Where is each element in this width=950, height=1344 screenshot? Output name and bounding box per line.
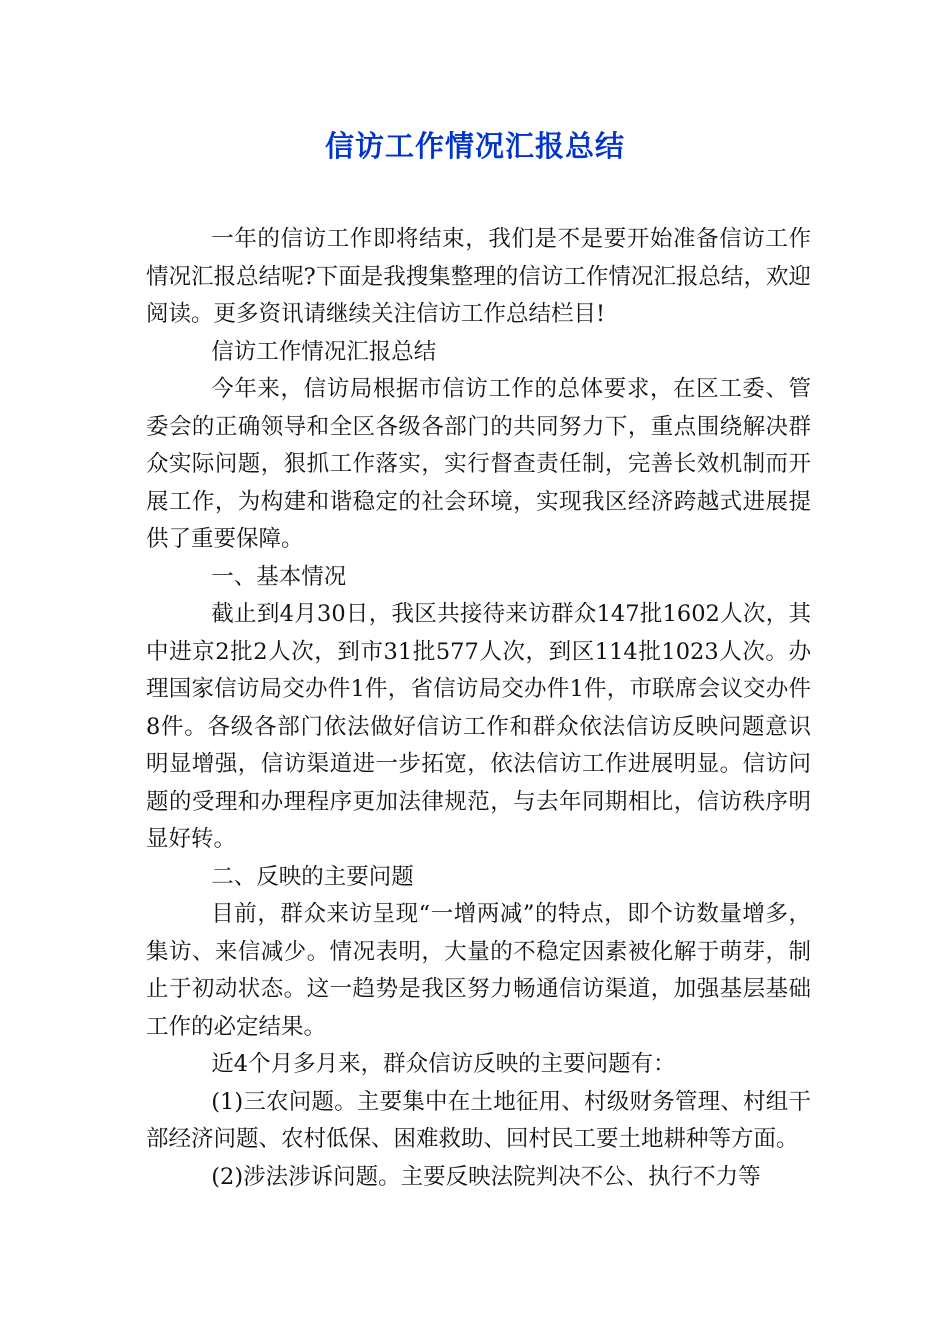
paragraph-overview: 今年来，信访局根据市信访工作的总体要求，在区工委、管委会的正确领导和全区各级各部门的共同努力下，重点围绕解决群众实际问题，狠抓工作落实，实行督查责任制，完善长效机制而开展工作，为构建和谐稳定的社会环境，实现我区经济跨越式进展提供了重要保障。 <box>146 376 811 552</box>
document-body <box>146 221 811 1196</box>
paragraph-issues-intro: 近4个月多月来，群众信访反映的主要问题有： <box>211 1051 676 1077</box>
section-heading-basic: 一、基本情况 <box>211 563 347 590</box>
paragraph-statistics: 截止到4月30日，我区共接待来访群众147批1602人次，其中进京2批2人次，到市31批577人次，到区114批1023人次。办理国家信访局交办件1件，省信访局交办件1件，市联席会议交办件8件。各级各部门依法做好信访工作和群众依法信访反映问题意识明显增强，信访渠道进一步拓宽，依法信访工作进展明显。信访问题的受理和办理程序更加法律规范，与去年同期相比，信访秩序明显好转。 <box>146 601 811 852</box>
document-title: 信访工作情况汇报总结 <box>324 129 625 163</box>
section-heading-issues: 二、反映的主要问题 <box>211 863 414 890</box>
paragraph-trend: 目前，群众来访呈现“一增两减”的特点，即个访数量增多，集访、来信减少。情况表明，大量的不稳定因素被化解于萌芽，制止于初动状态。这一趋势是我区努力畅通信访渠道，加强基层基础工作的必定结果。 <box>146 901 811 1040</box>
paragraph-intro: 一年的信访工作即将结束，我们是不是要开始准备信访工作情况汇报总结呢?下面是我搜集整理的信访工作情况汇报总结，欢迎阅读。更多资讯请继续关注信访工作总结栏目! <box>146 226 811 327</box>
paragraph-issue-1: (1)三农问题。主要集中在土地征用、村级财务管理、村组干部经济问题、农村低保、困难救助、回村民工要土地耕种等方面。 <box>146 1088 811 1152</box>
paragraph-issue-2: (2)涉法涉诉问题。主要反映法院判决不公、执行不力等 <box>211 1163 761 1190</box>
paragraph-subtitle: 信访工作情况汇报总结 <box>211 338 437 365</box>
